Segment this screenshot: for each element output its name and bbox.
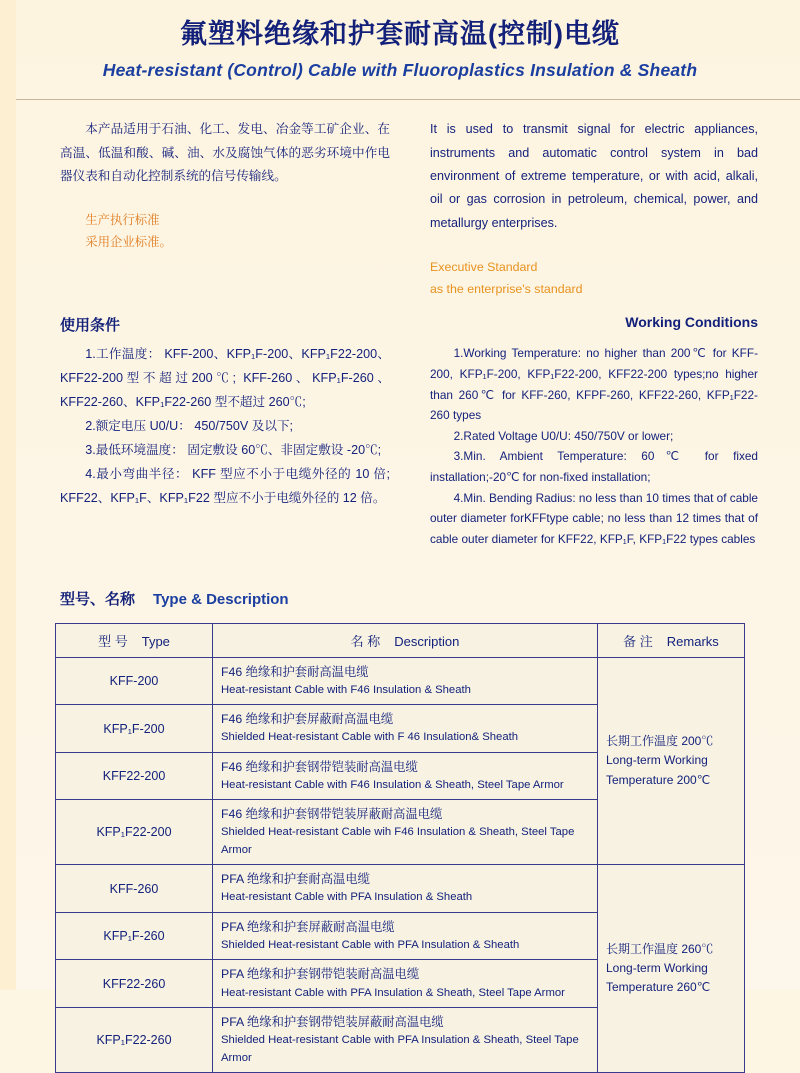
cell-description-cn: PFA 绝缘和护套耐高温电缆 bbox=[221, 872, 370, 887]
table-body bbox=[56, 657, 745, 1072]
table-header-row bbox=[56, 623, 745, 657]
table-head bbox=[56, 623, 745, 657]
wc-en-item-1: 1.Working Temperature: no higher than 200℃ for KFF-200, KFP₁F-200, KFP₁F22-200, KFF22-200 types;no higher than 260℃ for KFF-260, KFPF-260, KFF22-260, KFP₁F22-260 types bbox=[430, 346, 758, 423]
wc-cn-item-2: 2.额定电压 U0/U： 450/750V 及以下; bbox=[85, 419, 294, 434]
cell-description-en: Shielded Heat-resistant Cable wih F46 Insulation & Sheath, Steel Tape Armor bbox=[221, 826, 575, 856]
working-conditions-heading-cn: 使用条件 bbox=[60, 317, 121, 335]
intro-chinese-column bbox=[60, 118, 390, 300]
col-header-description bbox=[213, 623, 598, 657]
cell-description-en: Heat-resistant Cable with PFA Insulation & Sheath, Steel Tape Armor bbox=[221, 986, 565, 999]
cell-description bbox=[213, 912, 598, 960]
intro-english-column bbox=[430, 118, 758, 300]
working-conditions-en-list bbox=[430, 343, 758, 549]
cell-type: KFP₁F-200 bbox=[56, 705, 213, 753]
working-conditions-heading-row bbox=[0, 300, 800, 335]
intro-section bbox=[0, 100, 800, 300]
left-margin-bar bbox=[0, 0, 16, 990]
remark-line3: Temperature 200℃ bbox=[606, 772, 711, 787]
col-header-remark-cn: 备 注 bbox=[623, 633, 653, 649]
intro-chinese-text: 本产品适用于石油、化工、发电、冶金等工矿企业、在高温、低温和酸、碱、油、水及腐蚀气体的恶劣环境中作电器仪表和自动化控制系统的信号传输线。 bbox=[60, 122, 390, 183]
wc-cn-item-3: 3.最低环境温度： 固定敷设 60℃、非固定敷设 -20℃; bbox=[85, 442, 382, 457]
wc-en-item-3: 3.Min. Ambient Temperature: 60℃ for fixed installation;-20℃ for non-fixed installation; bbox=[430, 449, 758, 485]
working-conditions-cn-list bbox=[60, 343, 390, 549]
cell-description bbox=[213, 752, 598, 800]
wc-cn-item-1: 1.工作温度： KFF-200、KFP₁F-200、KFP₁F22-200、KFF22-200型不超过200℃; KFF-260、KFP₁F-260、KFF22-260、KFP₁F22-260 型不超过 260℃; bbox=[60, 347, 390, 410]
standard-english-line1: Executive Standard bbox=[430, 259, 538, 274]
col-header-remarks bbox=[598, 623, 745, 657]
cell-description bbox=[213, 1008, 598, 1073]
cell-description-cn: F46 绝缘和护套钢带铠装耐高温电缆 bbox=[221, 759, 418, 774]
cell-type: KFF22-200 bbox=[56, 752, 213, 800]
col-header-desc-cn: 名 称 bbox=[350, 633, 381, 649]
col-header-remark-en: Remarks bbox=[666, 633, 719, 649]
table-row bbox=[56, 865, 745, 913]
cell-description-cn: PFA 绝缘和护套钢带铠装耐高温电缆 bbox=[221, 967, 420, 982]
cell-type: KFF-260 bbox=[56, 865, 213, 913]
cell-description-en: Shielded Heat-resistant Cable with F 46 Insulation& Sheath bbox=[221, 731, 519, 744]
cell-description-en: Shielded Heat-resistant Cable with PFA Insulation & Sheath, Steel Tape Armor bbox=[221, 1034, 579, 1064]
remark-line2: Long-term Working bbox=[606, 753, 708, 768]
col-header-desc-en: Description bbox=[394, 633, 460, 649]
remark-line3: Temperature 260℃ bbox=[606, 980, 711, 995]
wc-en-item-4: 4.Min. Bending Radius: no less than 10 times that of cable outer diameter forKFFtype cable; no less than 12 times that of cable outer diameter for KFF22, KFP₁F, KFP₁F22 types cables bbox=[430, 490, 758, 547]
title-english: Heat-resistant (Control) Cable with Fluoroplastics Insulation & Sheath bbox=[102, 60, 698, 81]
cell-remark bbox=[598, 657, 745, 865]
section-title-cn: 型号、名称 bbox=[60, 590, 136, 608]
cell-description bbox=[213, 865, 598, 913]
page-header bbox=[0, 0, 800, 87]
cell-description-en: Shielded Heat-resistant Cable with PFA Insulation & Sheath bbox=[221, 938, 520, 951]
cell-description-en: Heat-resistant Cable with F46 Insulation & Sheath, Steel Tape Armor bbox=[221, 778, 564, 791]
wc-cn-item-4: 4.最小弯曲半径： KFF 型应不小于电缆外径的 10 倍; KFF22、KFP₁F、KFP₁F22 型应不小于电缆外径的 12 倍。 bbox=[60, 466, 390, 505]
intro-english-text: It is used to transmit signal for electric appliances, instruments and automatic control system in bad environment of extreme temperature, or with acid, alkali, oil or gas corrosion in petroleum, chemical, power, and metallurgy enterprises. bbox=[430, 122, 758, 230]
working-conditions-body bbox=[0, 335, 800, 549]
working-conditions-heading-en: Working Conditions bbox=[625, 314, 758, 331]
cell-description bbox=[213, 705, 598, 753]
cell-type: KFP₁F-260 bbox=[56, 912, 213, 960]
cell-type: KFF22-260 bbox=[56, 960, 213, 1008]
cell-description-cn: F46 绝缘和护套耐高温电缆 bbox=[221, 664, 369, 679]
cell-description bbox=[213, 960, 598, 1008]
col-header-type-en: Type bbox=[141, 633, 170, 649]
wc-en-item-2: 2.Rated Voltage U0/U: 450/750V or lower; bbox=[453, 428, 674, 443]
title-chinese: 氟塑料绝缘和护套耐高温(控制)电缆 bbox=[180, 19, 620, 49]
cell-remark bbox=[598, 865, 745, 1073]
section-title-en: Type & Description bbox=[153, 590, 289, 608]
type-description-table bbox=[55, 623, 745, 1073]
col-header-type-cn: 型 号 bbox=[98, 633, 128, 649]
standard-english-line2: as the enterprise's standard bbox=[430, 281, 583, 296]
cell-description-cn: F46 绝缘和护套屏蔽耐高温电缆 bbox=[221, 712, 394, 727]
table-row bbox=[56, 657, 745, 705]
standard-chinese bbox=[60, 210, 390, 253]
standard-english bbox=[430, 257, 758, 300]
section-title bbox=[0, 550, 800, 609]
remark-line1: 长期工作温度 260℃ bbox=[606, 941, 714, 956]
col-header-type bbox=[56, 623, 213, 657]
remark-line2: Long-term Working bbox=[606, 961, 708, 976]
cell-type: KFP₁F22-260 bbox=[56, 1008, 213, 1073]
cell-description-en: Heat-resistant Cable with PFA Insulation & Sheath bbox=[221, 891, 473, 904]
cell-description bbox=[213, 657, 598, 705]
cell-description-cn: PFA 绝缘和护套钢带铠装屏蔽耐高温电缆 bbox=[221, 1015, 444, 1030]
cell-description-en: Heat-resistant Cable with F46 Insulation & Sheath bbox=[221, 683, 471, 696]
cell-type: KFF-200 bbox=[56, 657, 213, 705]
cell-description bbox=[213, 800, 598, 865]
cell-description-cn: PFA 绝缘和护套屏蔽耐高温电缆 bbox=[221, 919, 395, 934]
remark-line1: 长期工作温度 200℃ bbox=[606, 734, 714, 749]
cell-description-cn: F46 绝缘和护套钢带铠装屏蔽耐高温电缆 bbox=[221, 807, 443, 822]
standard-chinese-line1: 生产执行标准 bbox=[85, 213, 160, 228]
cell-type: KFP₁F22-200 bbox=[56, 800, 213, 865]
standard-chinese-line2: 采用企业标准。 bbox=[85, 234, 172, 249]
